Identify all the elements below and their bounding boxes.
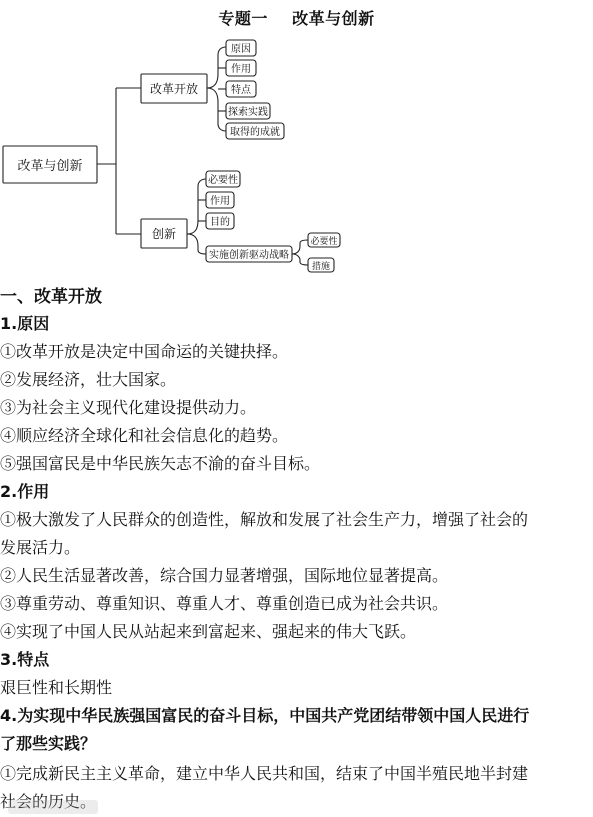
cause-item: ①改革开放是决定中国命运的关键抉择。	[0, 342, 289, 361]
mindmap-node-necessity: 必要性	[208, 175, 238, 186]
effect-item: ④实现了中国人民从站起来到富起来、强起来的伟大飞跃。	[0, 622, 417, 641]
feature-text: 艰巨性和长期性	[0, 678, 113, 697]
mindmap-branch-reform: 改革开放	[149, 82, 199, 96]
cause-item: ②发展经济，壮大国家。	[0, 370, 177, 389]
mindmap-node-effect: 作用	[231, 64, 251, 75]
mindmap-node-practice: 探索实践	[228, 107, 268, 118]
mindmap-sub-measures: 措施	[311, 262, 331, 272]
mind-map	[0, 0, 593, 280]
subheading-effects: 2.作用	[0, 482, 50, 501]
mindmap-branch-innovation: 创新	[151, 227, 177, 241]
mindmap-node-achievement: 取得的成就	[230, 127, 280, 138]
practice-item-continued: 社会的历史。	[0, 792, 97, 811]
practice-item: ①完成新民主主义革命，建立中华人民共和国，结束了中国半殖民地半封建	[0, 764, 529, 783]
cause-item: ③为社会主义现代化建设提供动力。	[0, 398, 257, 417]
subheading-practice: 4.为实现中华民族强国富民的奋斗目标，中国共产党团结带领中国人民进行	[0, 706, 530, 725]
watermark	[8, 800, 98, 814]
effect-item: ②人民生活显著改善，综合国力显著增强，国际地位显著提高。	[0, 566, 449, 585]
mindmap-node-feature: 特点	[231, 85, 251, 96]
mindmap-node-purpose: 目的	[210, 217, 230, 228]
cause-item: ④顺应经济全球化和社会信息化的趋势。	[0, 426, 289, 445]
section-heading: 一、改革开放	[0, 287, 102, 307]
subheading-features: 3.特点	[0, 650, 50, 669]
effect-item: ①极大激发了人民群众的创造性，解放和发展了社会生产力，增强了社会的	[0, 510, 529, 529]
subheading-practice-continued: 了那些实践？	[0, 734, 97, 753]
page-title: 专题一 改革与创新	[218, 9, 375, 28]
mindmap-node-cause: 原因	[231, 44, 251, 55]
effect-item: ③尊重劳动、尊重知识、尊重人才、尊重创造已成为社会共识。	[0, 594, 449, 613]
mindmap-node-strategy: 实施创新驱动战略	[209, 250, 289, 261]
mindmap-sub-necessity: 必要性	[310, 237, 338, 247]
effect-item-continued: 发展活力。	[0, 538, 81, 557]
mindmap-root: 改革与创新	[17, 159, 83, 174]
mindmap-node-role: 作用	[210, 196, 230, 207]
cause-item: ⑤强国富民是中华民族矢志不渝的奋斗目标。	[0, 454, 321, 473]
subheading-causes: 1.原因	[0, 314, 50, 333]
